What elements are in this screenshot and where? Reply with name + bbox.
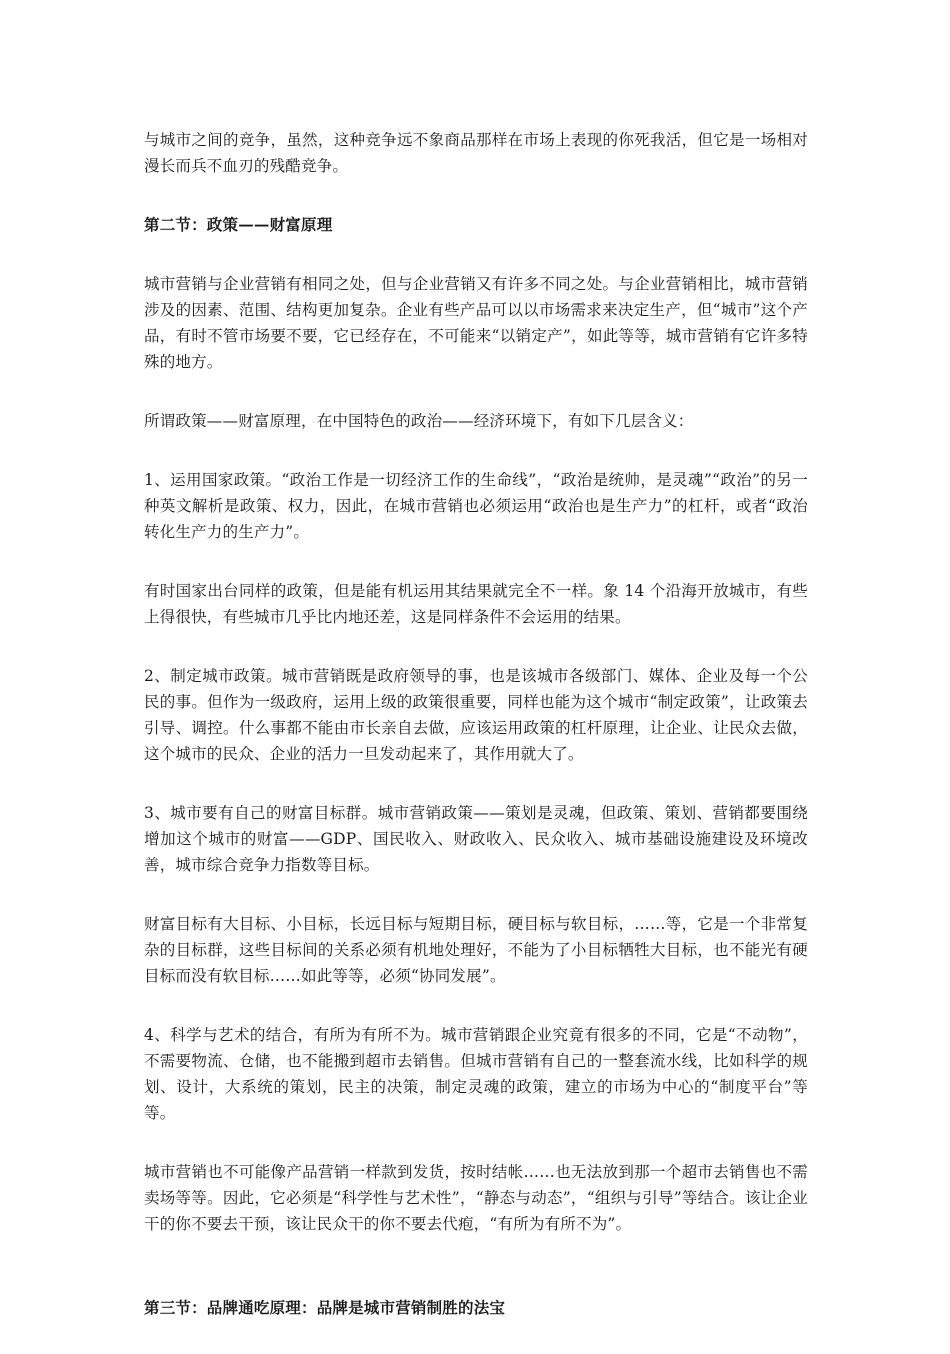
- paragraph-point-3: 3、城市要有自己的财富目标群。城市营销政策——策划是灵魂，但政策、策划、营销都要围绕增加这个城市的财富——GDP、国民收入、财政收入、民众收入、城市基础设施建设及环境改善，城市综合竞争力指数等目标。: [144, 804, 808, 874]
- paragraph-competition: 与城市之间的竞争，虽然，这种竞争远不象商品那样在市场上表现的你死我活，但它是一场相对漫长而兵不血刃的残酷竞争。: [144, 131, 808, 175]
- paragraph-point-1: 1、运用国家政策。“政治工作是一切经济工作的生命线”，“政治是统帅，是灵魂”“政治”的另一种英文解析是政策、权力，因此，在城市营销也必须运用“政治也是生产力”的杠杆，或者“政治转化生产力的生产力”。: [144, 471, 808, 541]
- paragraph-meaning: 所谓政策——财富原理，在中国特色的政治——经济环境下，有如下几层含义：: [144, 412, 694, 430]
- section-heading-3: 第三节：品牌通吃原理：品牌是城市营销制胜的法宝: [144, 1298, 506, 1317]
- section-heading-2: 第二节：政策——财富原理: [144, 215, 333, 234]
- paragraph-intro: 城市营销与企业营销有相同之处，但与企业营销又有许多不同之处。与企业营销相比，城市营销涉及的因素、范围、结构更加复杂。企业有些产品可以以市场需求来决定生产，但“城市”这个产品，有时不管市场要不要，它已经存在，不可能来“以销定产”，如此等等，城市营销有它许多特殊的地方。: [144, 275, 808, 371]
- document-page: [144, 127, 808, 1354]
- paragraph-point-2: 2、制定城市政策。城市营销既是政府领导的事，也是该城市各级部门、媒体、企业及每一个公民的事。但作为一级政府，运用上级的政策很重要，同样也能为这个城市“制定政策”，让政策去引导、调控。什么事都不能由市长亲自去做，应该运用政策的杠杆原理，让企业、让民众去做，这个城市的民众、企业的活力一旦发动起来了，其作用就大了。: [144, 667, 808, 763]
- paragraph-point-4-detail: 城市营销也不可能像产品营销一样款到发货，按时结帐……也无法放到那一个超市去销售也不需卖场等等。因此，它必须是“科学性与艺术性”，“静态与动态”，“组织与引导”等结合。该让企业干的你不要去干预，该让民众干的你不要去代疱，“有所为有所不为”。: [144, 1163, 808, 1233]
- paragraph-point-4: 4、科学与艺术的结合，有所为有所不为。城市营销跟企业究竟有很多的不同，它是“不动物”，不需要物流、仓储，也不能搬到超市去销售。但城市营销有自己的一整套流水线，比如科学的规划、设计，大系统的策划，民主的决策，制定灵魂的政策，建立的市场为中心的“制度平台”等等。: [144, 1026, 808, 1122]
- paragraph-point-3-detail: 财富目标有大目标、小目标，长远目标与短期目标，硬目标与软目标，……等，它是一个非常复杂的目标群，这些目标间的关系必须有机地处理好，不能为了小目标牺牲大目标，也不能光有硬目标而没有软目标……如此等等，必须“协同发展”。: [144, 915, 808, 985]
- paragraph-point-1-detail: 有时国家出台同样的政策，但是能有机运用其结果就完全不一样。象 14 个沿海开放城市，有些上得很快，有些城市几乎比内地还差，这是同样条件不会运用的结果。: [144, 582, 808, 626]
